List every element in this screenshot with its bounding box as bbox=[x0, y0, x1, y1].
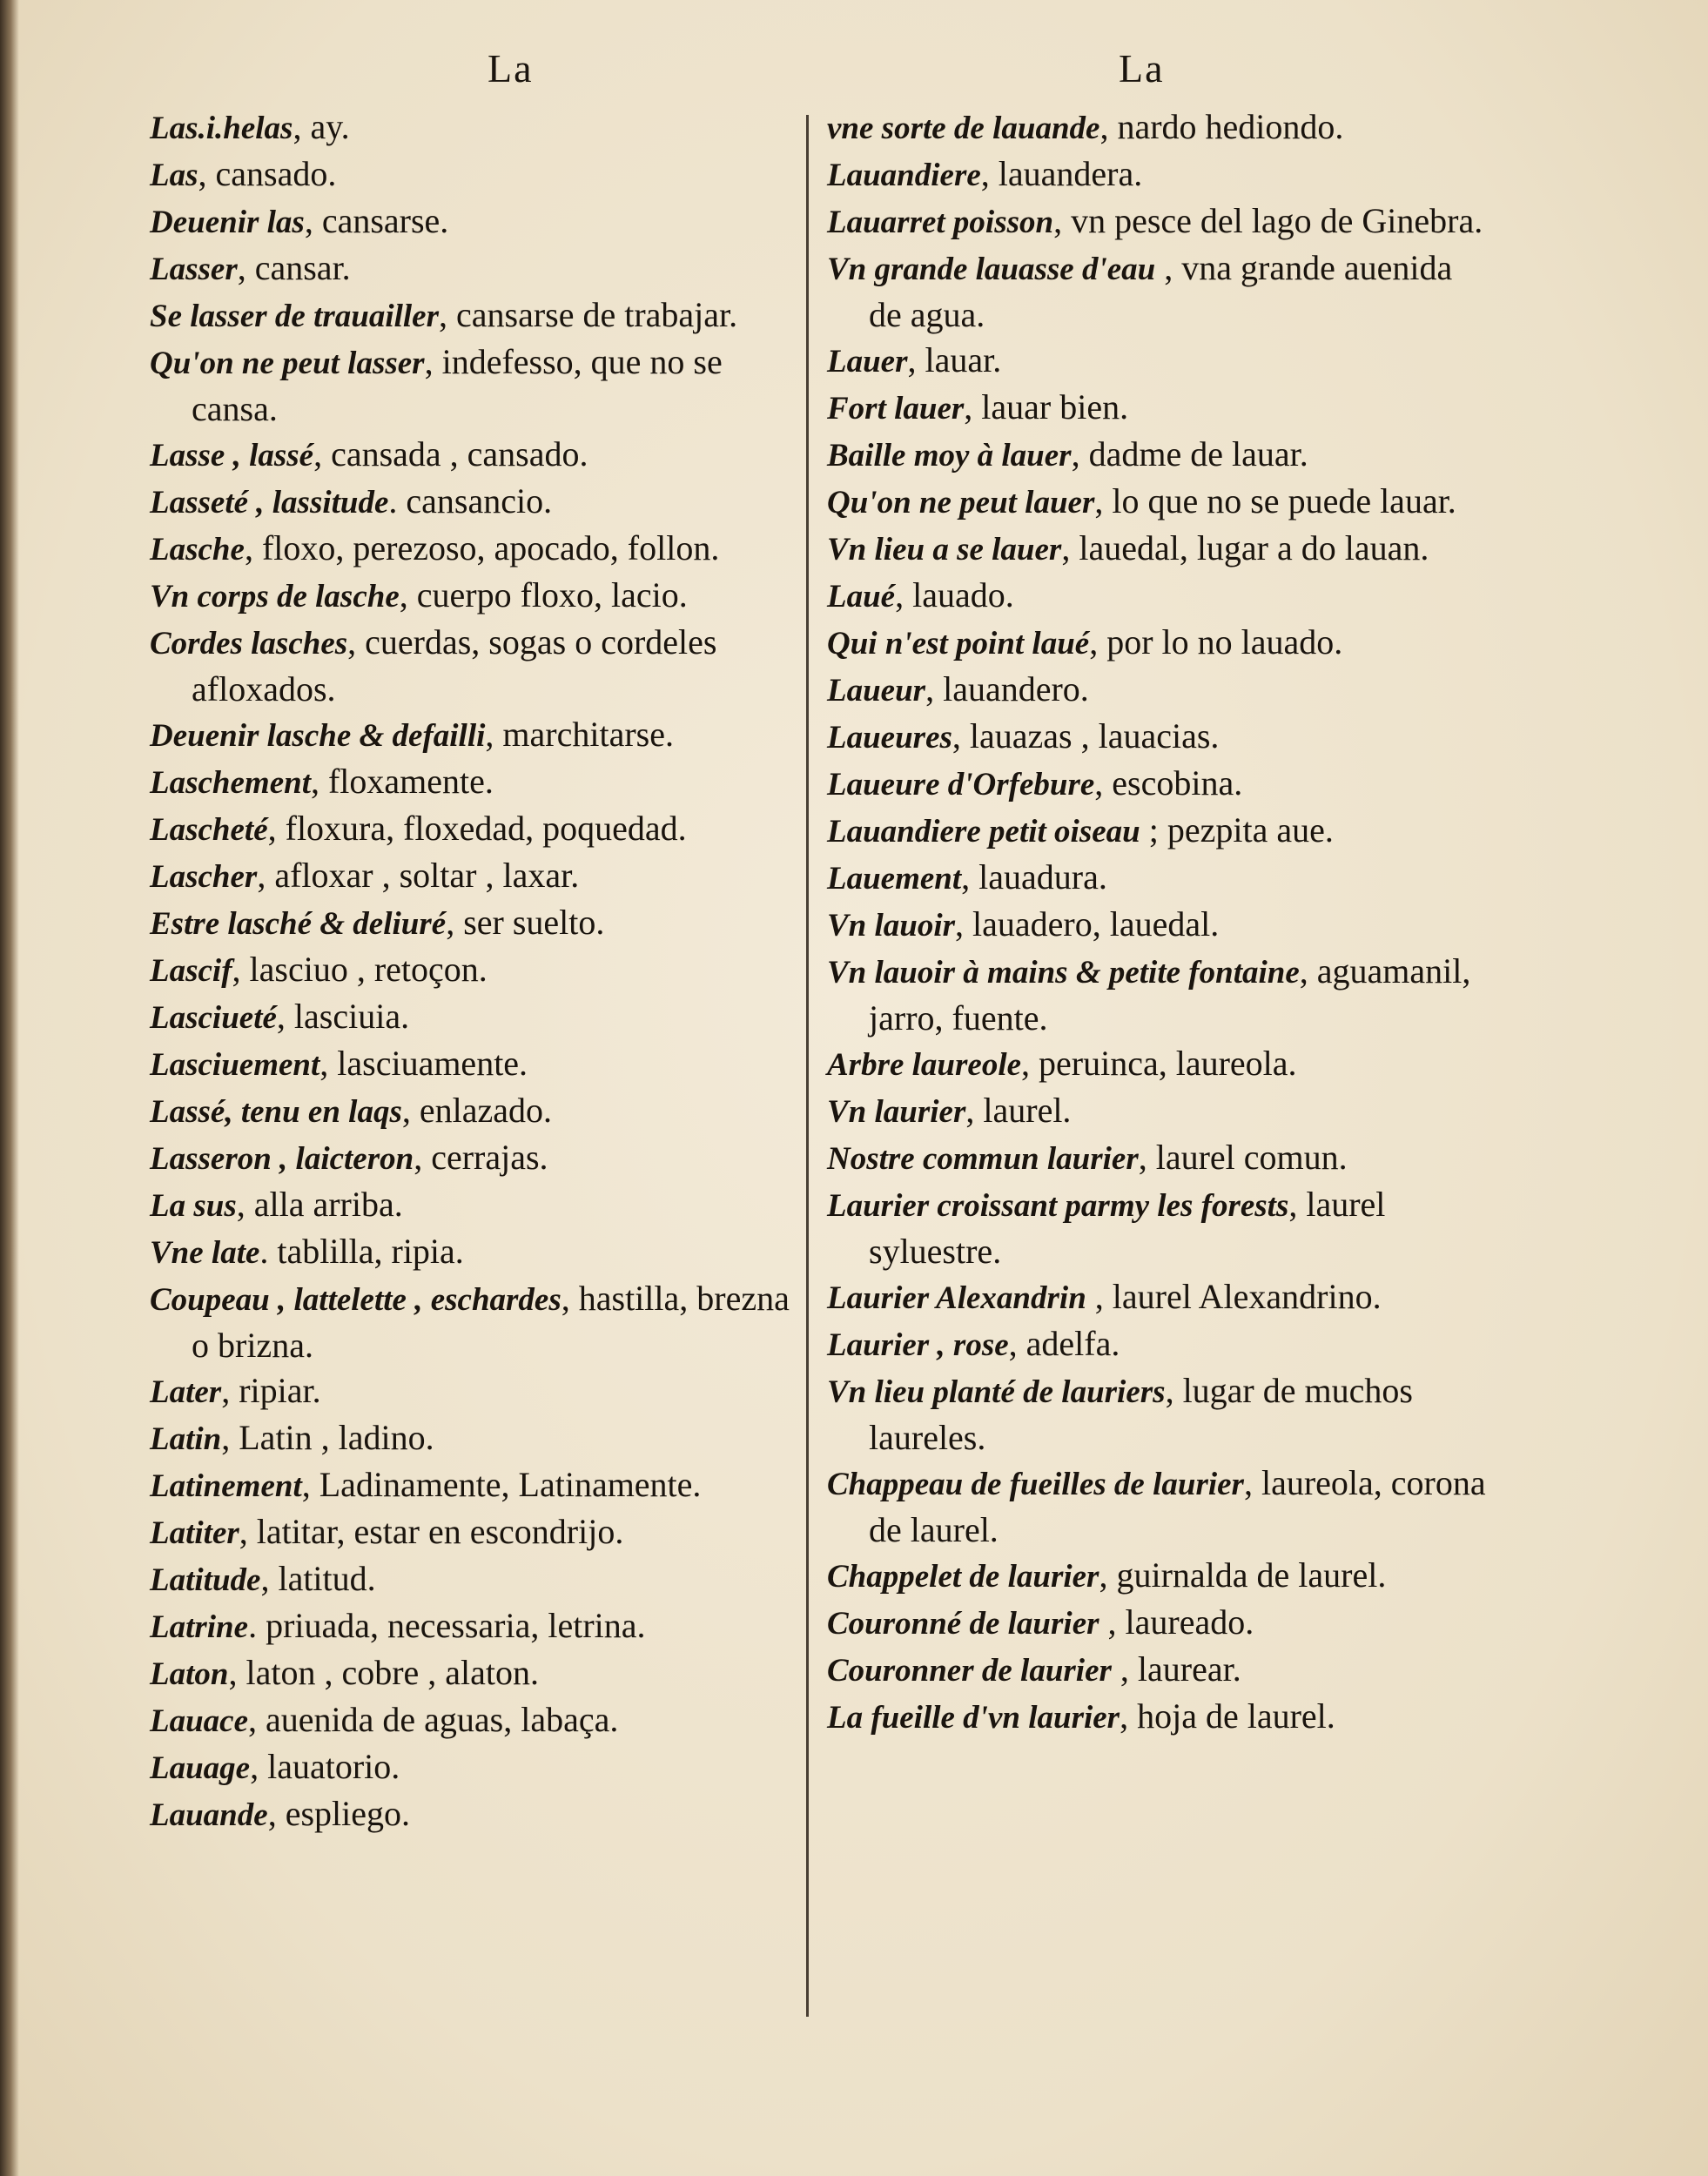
entry-translation: , cansarse. bbox=[304, 201, 449, 240]
dictionary-entry bbox=[827, 949, 1489, 1041]
dictionary-entry bbox=[827, 1088, 1489, 1135]
dictionary-entry bbox=[150, 1791, 811, 1838]
entry-headword: La sus bbox=[150, 1188, 237, 1224]
dictionary-entry bbox=[827, 714, 1489, 761]
dictionary-entry bbox=[150, 900, 811, 947]
entry-headword: Qui n'est point laué bbox=[827, 626, 1090, 662]
entry-translation: , cansada , cansado. bbox=[313, 434, 588, 473]
entry-translation: , lasciuia. bbox=[276, 997, 410, 1036]
dictionary-entry bbox=[827, 1553, 1489, 1600]
entry-translation: , por lo no lauado. bbox=[1089, 622, 1343, 662]
entry-headword: Vn lieu planté de lauriers bbox=[827, 1374, 1166, 1410]
entry-translation: , cerrajas. bbox=[414, 1138, 548, 1177]
entry-translation: , laureado. bbox=[1099, 1602, 1254, 1642]
entry-translation: , floxo, perezoso, apocado, follon. bbox=[244, 528, 720, 568]
entry-translation: , cansarse de trabajar. bbox=[439, 295, 738, 334]
entry-translation: ; pezpita aue. bbox=[1140, 810, 1334, 850]
entry-translation: , aguamanil, jarro, fuente. bbox=[869, 951, 1471, 1038]
entry-headword: Later bbox=[150, 1374, 222, 1410]
dictionary-entry bbox=[150, 479, 811, 526]
entry-headword: La fueille d'vn laurier bbox=[827, 1700, 1120, 1736]
dictionary-entry bbox=[827, 902, 1489, 949]
entry-headword: Laueures bbox=[827, 720, 952, 756]
dictionary-entry bbox=[150, 806, 811, 853]
entry-translation: , lauandero. bbox=[925, 669, 1089, 709]
entry-headword: Las bbox=[150, 158, 198, 193]
dictionary-entry bbox=[827, 855, 1489, 902]
entry-translation: , lasciuamente. bbox=[319, 1044, 528, 1083]
entry-headword: Laurier , rose bbox=[827, 1327, 1009, 1363]
entry-headword: Lauarret poisson bbox=[827, 205, 1054, 240]
dictionary-entry bbox=[827, 104, 1489, 151]
entry-headword: Vn lieu a se lauer bbox=[827, 532, 1062, 568]
entry-headword: Vne late bbox=[150, 1235, 260, 1271]
dictionary-entry bbox=[150, 245, 811, 292]
entry-translation: . tablilla, ripia. bbox=[259, 1232, 464, 1271]
dictionary-entry bbox=[150, 1650, 811, 1697]
entry-headword: Nostre commun laurier bbox=[827, 1141, 1139, 1177]
entry-headword: Lauande bbox=[150, 1797, 268, 1833]
entry-translation: , laurel syluestre. bbox=[869, 1185, 1386, 1271]
left-column-header: La bbox=[488, 46, 534, 91]
dictionary-entry bbox=[150, 292, 811, 339]
entry-translation: , lauadura. bbox=[961, 857, 1107, 897]
dictionary-entry bbox=[150, 712, 811, 759]
entry-headword: Estre lasché & deliuré bbox=[150, 906, 447, 942]
entry-headword: Qu'on ne peut lauer bbox=[827, 485, 1095, 520]
entry-translation: , vna grande auenida de agua. bbox=[869, 248, 1453, 334]
entry-headword: Lasse , lassé bbox=[150, 438, 314, 473]
dictionary-entry bbox=[827, 667, 1489, 714]
entry-translation: , cuerpo floxo, lacio. bbox=[399, 575, 688, 615]
entry-translation: , ripiar. bbox=[221, 1371, 321, 1410]
entry-translation: , alla arriba. bbox=[236, 1185, 403, 1224]
entry-headword: Lascher bbox=[150, 859, 258, 895]
entry-translation: , latitar, estar en escondrijo. bbox=[239, 1512, 624, 1551]
dictionary-entry bbox=[827, 198, 1489, 245]
entry-translation: , lauazas , lauacias. bbox=[952, 716, 1220, 756]
entry-translation: , vn pesce del lago de Ginebra. bbox=[1053, 201, 1483, 240]
dictionary-entry bbox=[827, 761, 1489, 808]
page-binding-edge bbox=[0, 0, 19, 2176]
right-column bbox=[827, 104, 1489, 1741]
dictionary-entry bbox=[150, 1462, 811, 1509]
entry-translation: , peruinca, laureola. bbox=[1021, 1044, 1297, 1083]
dictionary-entry bbox=[150, 1182, 811, 1229]
entry-headword: Lasciueté bbox=[150, 1000, 277, 1036]
dictionary-entry bbox=[827, 1041, 1489, 1088]
dictionary-entry bbox=[827, 620, 1489, 667]
entry-headword: Vn laurier bbox=[827, 1094, 966, 1130]
dictionary-entry bbox=[150, 759, 811, 806]
dictionary-entry bbox=[150, 1088, 811, 1135]
entry-translation: , auenida de aguas, labaça. bbox=[248, 1700, 619, 1739]
entry-headword: Lasser bbox=[150, 252, 238, 287]
dictionary-entry bbox=[827, 151, 1489, 198]
entry-headword: Vn lauoir à mains & petite fontaine bbox=[827, 955, 1300, 991]
dictionary-entry bbox=[150, 1509, 811, 1556]
dictionary-entry bbox=[150, 1229, 811, 1276]
entry-translation: , laureola, corona de laurel. bbox=[869, 1463, 1486, 1549]
dictionary-entry bbox=[827, 1135, 1489, 1182]
dictionary-entry bbox=[150, 339, 811, 432]
entry-translation: , cansar. bbox=[237, 248, 351, 287]
entry-headword: Laschement bbox=[150, 765, 311, 801]
entry-headword: Arbre laureole bbox=[827, 1047, 1022, 1083]
dictionary-entry bbox=[827, 1321, 1489, 1368]
dictionary-entry bbox=[827, 245, 1489, 338]
dictionary-entry bbox=[827, 479, 1489, 526]
entry-translation: , ay. bbox=[293, 107, 350, 146]
dictionary-entry bbox=[827, 385, 1489, 432]
dictionary-entry bbox=[150, 104, 811, 151]
dictionary-entry bbox=[150, 1276, 811, 1368]
entry-translation: , adelfa. bbox=[1008, 1324, 1120, 1363]
dictionary-entry bbox=[150, 1368, 811, 1415]
entry-translation: , lugar de muchos laureles. bbox=[869, 1371, 1413, 1457]
entry-translation: , floxamente. bbox=[310, 762, 494, 801]
dictionary-entry bbox=[827, 338, 1489, 385]
entry-headword: Chappeau de fueilles de laurier bbox=[827, 1467, 1244, 1502]
dictionary-entry bbox=[150, 1135, 811, 1182]
entry-translation: , hastilla, brezna o brizna. bbox=[192, 1279, 790, 1365]
dictionary-entry bbox=[150, 1556, 811, 1603]
dictionary-entry bbox=[827, 573, 1489, 620]
entry-translation: , marchitarse. bbox=[485, 715, 674, 754]
entry-translation: , indefesso, que no se cansa. bbox=[192, 342, 723, 428]
entry-translation: , guirnalda de laurel. bbox=[1099, 1555, 1387, 1595]
dictionary-entry bbox=[150, 1041, 811, 1088]
dictionary-entry bbox=[150, 526, 811, 573]
entry-headword: Laué bbox=[827, 579, 896, 615]
entry-translation: , laurel Alexandrino. bbox=[1086, 1277, 1382, 1316]
entry-headword: Se lasser de trauailler bbox=[150, 299, 439, 334]
entry-headword: Coupeau , lattelette , eschardes bbox=[150, 1282, 561, 1318]
dictionary-entry bbox=[827, 1647, 1489, 1694]
dictionary-entry bbox=[150, 1415, 811, 1462]
entry-translation: , escobina. bbox=[1094, 763, 1243, 803]
entry-headword: Chappelet de laurier bbox=[827, 1559, 1099, 1595]
entry-translation: , afloxar , soltar , laxar. bbox=[257, 856, 580, 895]
entry-headword: Lasseron , laicteron bbox=[150, 1141, 414, 1177]
dictionary-entry bbox=[150, 198, 811, 245]
entry-translation: , cuerdas, sogas o cordeles afloxados. bbox=[192, 622, 717, 709]
entry-translation: , floxura, floxedad, poquedad. bbox=[267, 809, 687, 848]
dictionary-entry bbox=[150, 1744, 811, 1791]
entry-headword: Vn corps de lasche bbox=[150, 579, 400, 615]
entry-translation: , Ladinamente, Latinamente. bbox=[301, 1465, 702, 1504]
entry-headword: Lauandiere bbox=[827, 158, 981, 193]
entry-headword: Lauace bbox=[150, 1703, 249, 1739]
entry-headword: Lasche bbox=[150, 532, 245, 568]
entry-headword: Vn grande lauasse d'eau bbox=[827, 252, 1156, 287]
entry-headword: Deuenir las bbox=[150, 205, 305, 240]
entry-headword: Lasseté , lassitude bbox=[150, 485, 389, 520]
entry-headword: Laueure d'Orfebure bbox=[827, 767, 1095, 803]
entry-translation: , lasciuo , retoçon. bbox=[232, 950, 488, 989]
dictionary-entry bbox=[150, 853, 811, 900]
dictionary-entry bbox=[150, 1697, 811, 1744]
dictionary-entry bbox=[150, 432, 811, 479]
entry-translation: , lauedal, lugar a do lauan. bbox=[1061, 528, 1429, 568]
dictionary-entry bbox=[827, 1694, 1489, 1741]
entry-headword: Lascheté bbox=[150, 812, 268, 848]
entry-headword: Laton bbox=[150, 1656, 229, 1692]
entry-headword: Laurier Alexandrin bbox=[827, 1280, 1086, 1316]
dictionary-entry bbox=[150, 573, 811, 620]
entry-headword: Lascif bbox=[150, 953, 232, 989]
entry-headword: Deuenir lasche & defailli bbox=[150, 718, 486, 754]
entry-translation: , laurear. bbox=[1111, 1649, 1241, 1689]
entry-headword: Laueur bbox=[827, 673, 926, 709]
entry-headword: Lauer bbox=[827, 344, 908, 379]
entry-translation: , lo que no se puede lauar. bbox=[1094, 481, 1456, 520]
entry-translation: , Latin , ladino. bbox=[221, 1418, 434, 1457]
dictionary-entry bbox=[827, 1182, 1489, 1274]
entry-translation: , laton , cobre , alaton. bbox=[228, 1653, 540, 1692]
entry-translation: , lauar bien. bbox=[964, 387, 1129, 426]
dictionary-entry bbox=[150, 947, 811, 994]
dictionary-entry bbox=[150, 994, 811, 1041]
entry-headword: Latiter bbox=[150, 1515, 239, 1551]
entry-headword: Lauandiere petit oiseau bbox=[827, 814, 1140, 850]
entry-translation: , lauatorio. bbox=[250, 1747, 400, 1786]
dictionary-entry bbox=[827, 808, 1489, 855]
dictionary-entry bbox=[827, 1368, 1489, 1461]
entry-translation: , espliego. bbox=[267, 1794, 410, 1833]
entry-headword: Latitude bbox=[150, 1562, 261, 1598]
left-column bbox=[150, 104, 811, 1838]
entry-headword: Las.i.helas bbox=[150, 111, 293, 146]
entry-headword: Fort lauer bbox=[827, 391, 965, 426]
dictionary-entry bbox=[150, 620, 811, 712]
dictionary-entry bbox=[827, 432, 1489, 479]
entry-translation: , hoja de laurel. bbox=[1120, 1696, 1335, 1736]
entry-translation: , dadme de lauar. bbox=[1071, 434, 1308, 473]
right-column-header: La bbox=[1119, 46, 1165, 91]
entry-translation: , cansado. bbox=[198, 154, 337, 193]
entry-headword: Latrine bbox=[150, 1609, 249, 1645]
entry-translation: , nardo hediondo. bbox=[1099, 107, 1344, 146]
entry-translation: , latitud. bbox=[260, 1559, 376, 1598]
entry-translation: , ser suelto. bbox=[446, 903, 605, 942]
entry-translation: , lauandera. bbox=[980, 154, 1143, 193]
entry-headword: Couronner de laurier bbox=[827, 1653, 1112, 1689]
entry-translation: , laurel. bbox=[965, 1091, 1072, 1130]
entry-headword: Couronné de laurier bbox=[827, 1606, 1099, 1642]
entry-headword: Cordes lasches bbox=[150, 626, 348, 662]
entry-headword: Lassé, tenu en laqs bbox=[150, 1094, 402, 1130]
entry-headword: Lasciuement bbox=[150, 1047, 320, 1083]
entry-headword: Vn lauoir bbox=[827, 908, 956, 944]
dictionary-entry bbox=[827, 526, 1489, 573]
entry-translation: , lauado. bbox=[895, 575, 1014, 615]
entry-headword: Lauage bbox=[150, 1750, 251, 1786]
dictionary-entry bbox=[827, 1600, 1489, 1647]
dictionary-entry bbox=[827, 1274, 1489, 1321]
entry-translation: , lauadero, lauedal. bbox=[955, 904, 1220, 944]
dictionary-entry bbox=[150, 151, 811, 198]
entry-translation: . priuada, necessaria, letrina. bbox=[248, 1606, 646, 1645]
entry-headword: vne sorte de lauande bbox=[827, 111, 1100, 146]
entry-headword: Laurier croissant parmy les forests bbox=[827, 1188, 1289, 1224]
entry-headword: Latin bbox=[150, 1421, 222, 1457]
entry-headword: Lauement bbox=[827, 861, 962, 897]
entry-headword: Baille moy à lauer bbox=[827, 438, 1072, 473]
entry-headword: Latinement bbox=[150, 1468, 302, 1504]
entry-translation: , enlazado. bbox=[401, 1091, 552, 1130]
entry-translation: , lauar. bbox=[907, 340, 1002, 379]
dictionary-entry bbox=[827, 1461, 1489, 1553]
entry-headword: Qu'on ne peut lasser bbox=[150, 346, 425, 381]
entry-translation: , laurel comun. bbox=[1138, 1138, 1348, 1177]
entry-translation: . cansancio. bbox=[388, 481, 553, 520]
dictionary-entry bbox=[150, 1603, 811, 1650]
